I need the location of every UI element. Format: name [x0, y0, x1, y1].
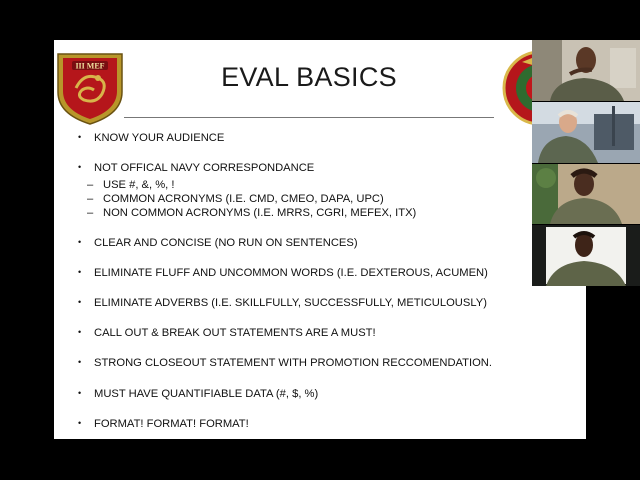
bullet-glyph: • — [78, 327, 82, 337]
participant-video-2-icon — [532, 102, 640, 163]
bullet-glyph: • — [78, 388, 82, 398]
bullet-glyph: • — [78, 162, 82, 172]
bullet-text: NOT OFFICAL NAVY CORRESPONDANCE — [94, 162, 315, 174]
sub-bullet-text: COMMON ACRONYMS (I.E. CMD, CMEO, DAPA, UPC) — [103, 193, 384, 205]
bullet-item — [78, 388, 318, 400]
participant-video-tile[interactable] — [532, 40, 640, 101]
participant-video-tile[interactable] — [532, 225, 640, 286]
dash-glyph: – — [87, 193, 94, 205]
bullet-text: KNOW YOUR AUDIENCE — [94, 132, 225, 144]
sub-bullet-text: NON COMMON ACRONYMS (I.E. MRRS, CGRI, MEFEX, ITX) — [103, 207, 417, 219]
participant-video-1-icon — [532, 40, 640, 101]
participant-video-4-icon — [532, 225, 640, 286]
participant-video-tile[interactable] — [532, 164, 640, 224]
bullet-item — [78, 237, 358, 249]
bullet-item — [78, 357, 492, 369]
bullet-item — [78, 162, 314, 174]
bullet-text: MUST HAVE QUANTIFIABLE DATA (#, $, %) — [94, 388, 319, 400]
bullet-glyph: • — [78, 297, 82, 307]
presentation-slide — [54, 40, 586, 439]
bullet-glyph: • — [78, 357, 82, 367]
bullet-text: CLEAR AND CONCISE (NO RUN ON SENTENCES) — [94, 237, 358, 249]
sub-bullet-item — [87, 207, 416, 219]
bullet-text: ELIMINATE FLUFF AND UNCOMMON WORDS (I.E. DEXTEROUS, ACUMEN) — [94, 267, 488, 279]
sub-bullet-text: USE #, &, %, ! — [103, 179, 175, 191]
sub-bullet-item — [87, 179, 175, 191]
participant-video-tile[interactable] — [532, 102, 640, 163]
bullet-glyph: • — [78, 132, 82, 142]
sub-bullet-item — [87, 193, 384, 205]
bullet-item — [78, 267, 488, 279]
dash-glyph: – — [87, 179, 94, 191]
bullet-text: STRONG CLOSEOUT STATEMENT WITH PROMOTION RECCOMENDATION. — [94, 357, 492, 369]
dash-glyph: – — [87, 207, 94, 219]
bullet-text: FORMAT! FORMAT! FORMAT! — [94, 418, 249, 430]
bullet-item — [78, 327, 376, 339]
bullet-item — [78, 418, 249, 430]
bullet-glyph: • — [78, 267, 82, 277]
slide-title: EVAL BASICS — [221, 62, 397, 92]
bullet-item — [78, 297, 487, 309]
bullet-glyph: • — [78, 418, 82, 428]
participant-video-3-icon — [532, 164, 640, 224]
bullet-text: CALL OUT & BREAK OUT STATEMENTS ARE A MUST! — [94, 327, 376, 339]
bullet-list — [54, 40, 586, 439]
bullet-text: ELIMINATE ADVERBS (I.E. SKILLFULLY, SUCCESSFULLY, METICULOUSLY) — [94, 297, 487, 309]
participant-video-strip — [532, 40, 640, 286]
svg-text:III MEF: III MEF — [75, 61, 105, 71]
bullet-item — [78, 132, 224, 144]
bullet-glyph: • — [78, 237, 82, 247]
